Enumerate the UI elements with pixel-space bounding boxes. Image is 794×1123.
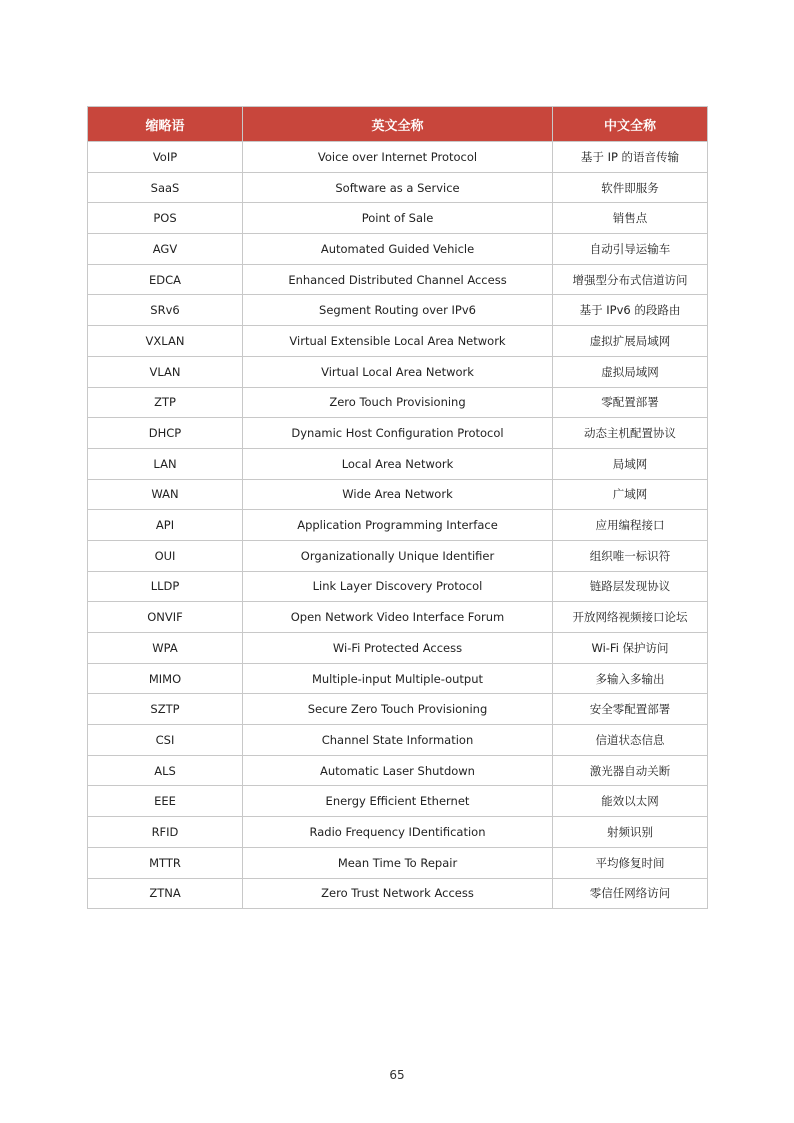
cell-chinese-full-name: 基于 IP 的语音传输 [553,142,708,173]
cell-abbreviation: ONVIF [88,602,243,633]
cell-chinese-full-name: 链路层发现协议 [553,571,708,602]
cell-chinese-full-name: 增强型分布式信道访问 [553,264,708,295]
table-row [88,295,708,326]
cell-english-full-name: Multiple-input Multiple-output [243,663,553,694]
cell-chinese-full-name: 广域网 [553,479,708,510]
cell-abbreviation: VXLAN [88,326,243,357]
header-chinese-full-name: 中文全称 [553,107,708,142]
cell-english-full-name: Voice over Internet Protocol [243,142,553,173]
table-row [88,172,708,203]
abbreviation-table [87,106,708,909]
cell-chinese-full-name: 基于 IPv6 的段路由 [553,295,708,326]
cell-english-full-name: Automatic Laser Shutdown [243,755,553,786]
table-row [88,264,708,295]
cell-chinese-full-name: 零配置部署 [553,387,708,418]
cell-abbreviation: EEE [88,786,243,817]
cell-english-full-name: Secure Zero Touch Provisioning [243,694,553,725]
cell-abbreviation: LAN [88,448,243,479]
table-row [88,326,708,357]
table-row [88,387,708,418]
cell-abbreviation: VoIP [88,142,243,173]
cell-chinese-full-name: 能效以太网 [553,786,708,817]
table-row [88,418,708,449]
cell-english-full-name: Virtual Local Area Network [243,356,553,387]
cell-abbreviation: AGV [88,234,243,265]
table-row [88,203,708,234]
page-number: 65 [389,1068,405,1082]
cell-chinese-full-name: 射频识别 [553,817,708,848]
cell-abbreviation: LLDP [88,571,243,602]
table-row [88,725,708,756]
cell-abbreviation: DHCP [88,418,243,449]
table-row [88,786,708,817]
cell-chinese-full-name: 信道状态信息 [553,725,708,756]
cell-abbreviation: ALS [88,755,243,786]
table-row [88,663,708,694]
table-row [88,847,708,878]
cell-english-full-name: Enhanced Distributed Channel Access [243,264,553,295]
cell-chinese-full-name: 虚拟局域网 [553,356,708,387]
table-row [88,356,708,387]
cell-chinese-full-name: 动态主机配置协议 [553,418,708,449]
cell-abbreviation: VLAN [88,356,243,387]
cell-abbreviation: MTTR [88,847,243,878]
cell-abbreviation: SaaS [88,172,243,203]
cell-english-full-name: Application Programming Interface [243,510,553,541]
table-row [88,817,708,848]
cell-english-full-name: Zero Trust Network Access [243,878,553,909]
cell-english-full-name: Link Layer Discovery Protocol [243,571,553,602]
table-row [88,234,708,265]
table-row [88,448,708,479]
cell-english-full-name: Mean Time To Repair [243,847,553,878]
cell-abbreviation: POS [88,203,243,234]
cell-abbreviation: SRv6 [88,295,243,326]
cell-abbreviation: WPA [88,633,243,664]
table-body [88,142,708,909]
cell-chinese-full-name: 组织唯一标识符 [553,540,708,571]
cell-chinese-full-name: 多输入多输出 [553,663,708,694]
cell-english-full-name: Organizationally Unique Identifier [243,540,553,571]
cell-english-full-name: Virtual Extensible Local Area Network [243,326,553,357]
cell-english-full-name: Zero Touch Provisioning [243,387,553,418]
cell-english-full-name: Segment Routing over IPv6 [243,295,553,326]
table-row [88,694,708,725]
table-row [88,571,708,602]
cell-abbreviation: SZTP [88,694,243,725]
cell-abbreviation: OUI [88,540,243,571]
cell-abbreviation: API [88,510,243,541]
cell-chinese-full-name: 局域网 [553,448,708,479]
cell-english-full-name: Channel State Information [243,725,553,756]
cell-chinese-full-name: 安全零配置部署 [553,694,708,725]
cell-chinese-full-name: 平均修复时间 [553,847,708,878]
cell-english-full-name: Point of Sale [243,203,553,234]
cell-english-full-name: Radio Frequency IDentification [243,817,553,848]
cell-english-full-name: Local Area Network [243,448,553,479]
cell-chinese-full-name: 自动引导运输车 [553,234,708,265]
cell-chinese-full-name: 零信任网络访问 [553,878,708,909]
table-row [88,755,708,786]
header-abbreviation: 缩略语 [88,107,243,142]
cell-abbreviation: CSI [88,725,243,756]
table-row [88,540,708,571]
cell-abbreviation: RFID [88,817,243,848]
cell-english-full-name: Energy Efficient Ethernet [243,786,553,817]
cell-chinese-full-name: Wi-Fi 保护访问 [553,633,708,664]
cell-abbreviation: ZTP [88,387,243,418]
cell-abbreviation: MIMO [88,663,243,694]
abbreviation-table-container [87,106,707,909]
header-english-full-name: 英文全称 [243,107,553,142]
table-header [88,107,708,142]
table-row [88,510,708,541]
cell-english-full-name: Open Network Video Interface Forum [243,602,553,633]
cell-chinese-full-name: 软件即服务 [553,172,708,203]
cell-abbreviation: WAN [88,479,243,510]
header-row [88,107,708,142]
cell-english-full-name: Automated Guided Vehicle [243,234,553,265]
table-row [88,878,708,909]
cell-chinese-full-name: 开放网络视频接口论坛 [553,602,708,633]
cell-english-full-name: Wide Area Network [243,479,553,510]
table-row [88,142,708,173]
table-row [88,479,708,510]
cell-abbreviation: EDCA [88,264,243,295]
cell-chinese-full-name: 激光器自动关断 [553,755,708,786]
cell-english-full-name: Dynamic Host Configuration Protocol [243,418,553,449]
cell-chinese-full-name: 应用编程接口 [553,510,708,541]
table-row [88,633,708,664]
cell-english-full-name: Software as a Service [243,172,553,203]
cell-english-full-name: Wi-Fi Protected Access [243,633,553,664]
cell-abbreviation: ZTNA [88,878,243,909]
cell-chinese-full-name: 虚拟扩展局域网 [553,326,708,357]
table-row [88,602,708,633]
cell-chinese-full-name: 销售点 [553,203,708,234]
